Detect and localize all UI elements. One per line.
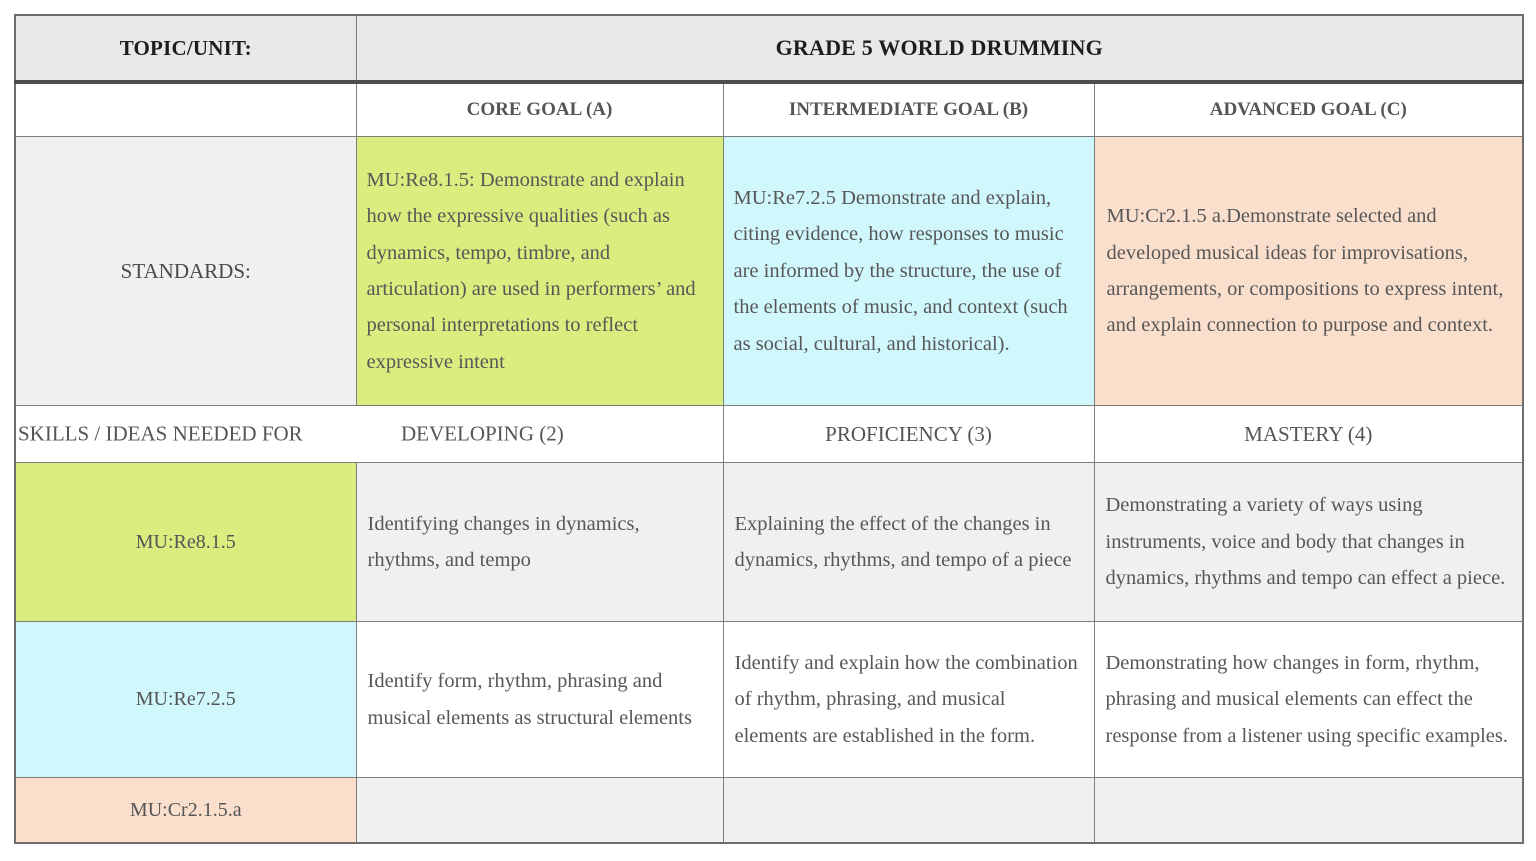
- standards-row: [15, 137, 1523, 406]
- developing-text: Identify form, rhythm, phrasing and musical elements as structural elements: [367, 670, 692, 729]
- mastery-header: MASTERY (4): [1244, 421, 1373, 446]
- proficiency-cell: [723, 622, 1094, 778]
- proficiency-text: Identify and explain how the combination of rhythm, phrasing, and musical elements are established in the form.: [734, 651, 1078, 747]
- goal-header-advanced-cell: [1094, 82, 1523, 137]
- mastery-cell: [1094, 778, 1523, 844]
- mastery-header-cell: [1094, 406, 1523, 463]
- proficiency-cell: [723, 778, 1094, 844]
- table-row: [15, 622, 1523, 778]
- goal-header-core: CORE GOAL (A): [466, 99, 613, 120]
- proficiency-header-row: [15, 406, 1523, 463]
- developing-cell: [356, 463, 723, 622]
- standard-code: MU:Re7.2.5: [135, 688, 236, 710]
- mastery-text: [1095, 804, 1523, 816]
- mastery-cell: [1094, 622, 1523, 778]
- unit-title-cell: [356, 15, 1523, 82]
- proficiency-text: Explaining the effect of the changes in dynamics, rhythms, and tempo of a piece: [734, 512, 1072, 571]
- standard-code-cell: [15, 778, 356, 844]
- standard-code: MU:Re8.1.5: [135, 530, 236, 553]
- title-row: [15, 15, 1523, 82]
- mastery-cell: [1094, 463, 1523, 622]
- mastery-text: Demonstrating how changes in form, rhythm, phrasing and musical elements can effect the response from a listener using specific examples.: [1105, 651, 1508, 747]
- standard-advanced-cell: [1094, 137, 1523, 406]
- table-row: [15, 778, 1523, 844]
- proficiency-header-cell: [723, 406, 1094, 463]
- standard-advanced-text: MU:Cr2.1.5 a.Demonstrate selected and developed musical ideas for improvisations, arrangements, or compositions to express intent, and explain connection to purpose and context.: [1106, 205, 1504, 337]
- developing-header: DEVELOPING (2): [401, 421, 564, 446]
- goal-header-row: [15, 82, 1523, 137]
- goal-header-intermediate-cell: [723, 82, 1094, 137]
- skills-needed-header: SKILLS / IDEAS NEEDED FOR: [18, 421, 303, 446]
- standard-intermediate-text: MU:Re7.2.5 Demonstrate and explain, citing evidence, how responses to music are informed by the structure, the use of the elements of music, and context (such as social, cultural, and historical).: [733, 186, 1068, 355]
- rubric-table: [14, 14, 1524, 844]
- standard-core-text: MU:Re8.1.5: Demonstrate and explain how the expressive qualities (such as dynamics, tempo, timbre, and articulation) are used in performers’ and personal interpretations to reflect expressive intent: [366, 168, 696, 373]
- developing-text: Identifying changes in dynamics, rhythms, and tempo: [367, 512, 640, 571]
- goal-header-blank-cell: [15, 82, 356, 137]
- developing-cell: [356, 778, 723, 844]
- mastery-text: Demonstrating a variety of ways using instruments, voice and body that changes in dynamics, rhythms and tempo can effect a piece.: [1105, 494, 1506, 590]
- developing-text: [357, 804, 723, 816]
- standards-label-cell: [15, 137, 356, 406]
- topic-label: TOPIC/UNIT:: [119, 35, 252, 60]
- standard-code-cell: [15, 622, 356, 778]
- topic-label-cell: [15, 15, 356, 82]
- page-title: GRADE 5 WORLD DRUMMING: [775, 35, 1103, 60]
- standard-core-cell: [356, 137, 723, 406]
- developing-cell: [356, 622, 723, 778]
- proficiency-text: [724, 804, 1094, 816]
- goal-header-intermediate: INTERMEDIATE GOAL (B): [788, 99, 1029, 120]
- standard-intermediate-cell: [723, 137, 1094, 406]
- standard-code-cell: [15, 463, 356, 622]
- table-row: [15, 463, 1523, 622]
- skills-developing-header-cell: [15, 406, 723, 463]
- proficiency-cell: [723, 463, 1094, 622]
- goal-header-core-cell: [356, 82, 723, 137]
- proficiency-header: PROFICIENCY (3): [825, 421, 992, 446]
- standard-code: MU:Cr2.1.5.a: [129, 798, 242, 821]
- standards-label: STANDARDS:: [120, 258, 251, 283]
- goal-header-advanced: ADVANCED GOAL (C): [1209, 99, 1407, 120]
